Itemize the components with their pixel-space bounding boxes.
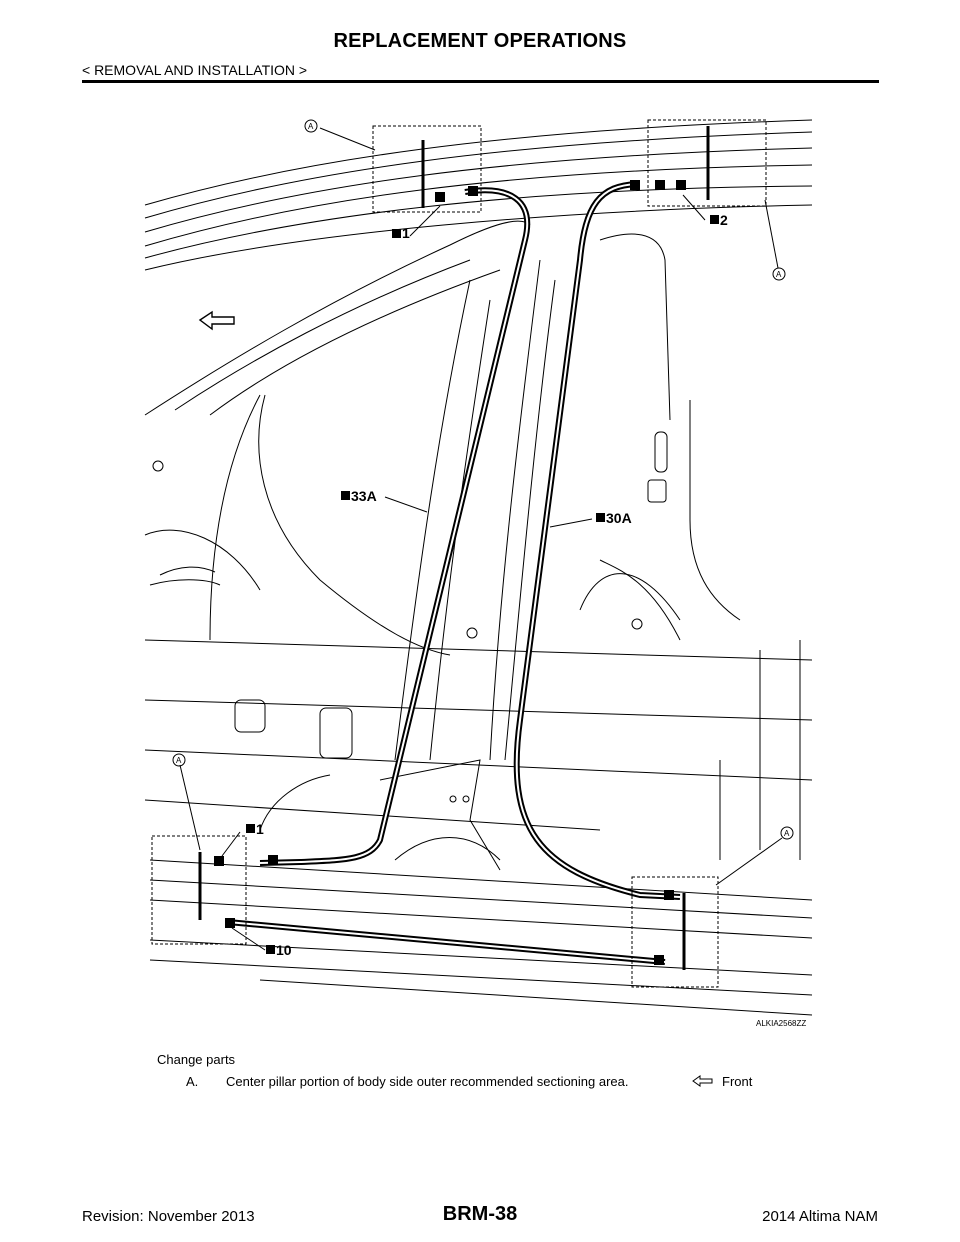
legend-item-key: A. [186, 1074, 199, 1089]
callout-a-top-left: A [308, 122, 314, 131]
callout-a-bottom-left: A [176, 756, 182, 765]
breadcrumb: < REMOVAL AND INSTALLATION > [82, 62, 308, 78]
label-weld-33a: 33A [351, 488, 377, 504]
callout-a-top-right: A [776, 270, 782, 279]
footer-model: 2014 Altima NAM [762, 1208, 878, 1225]
legend-item-text: Center pillar portion of body side outer recommended sectioning area. [226, 1074, 629, 1089]
header-rule [82, 80, 879, 83]
label-weld-1-top: 1 [402, 225, 410, 241]
label-weld-1-bottom: 1 [256, 821, 264, 837]
figure-id: ALKIA2568ZZ [756, 1019, 807, 1028]
page-title: REPLACEMENT OPERATIONS [333, 30, 627, 52]
label-weld-10: 10 [276, 942, 292, 958]
footer-revision: Revision: November 2013 [82, 1208, 255, 1225]
label-weld-2: 2 [720, 212, 728, 228]
legend-front-label: Front [722, 1074, 753, 1089]
front-arrow-icon [692, 1074, 714, 1088]
legend-heading: Change parts [157, 1052, 236, 1067]
footer-page-number: BRM-38 [442, 1203, 518, 1225]
callout-a-bottom-right: A [784, 829, 790, 838]
body-side-outer-illustration [140, 108, 830, 1038]
label-weld-30a: 30A [606, 510, 632, 526]
